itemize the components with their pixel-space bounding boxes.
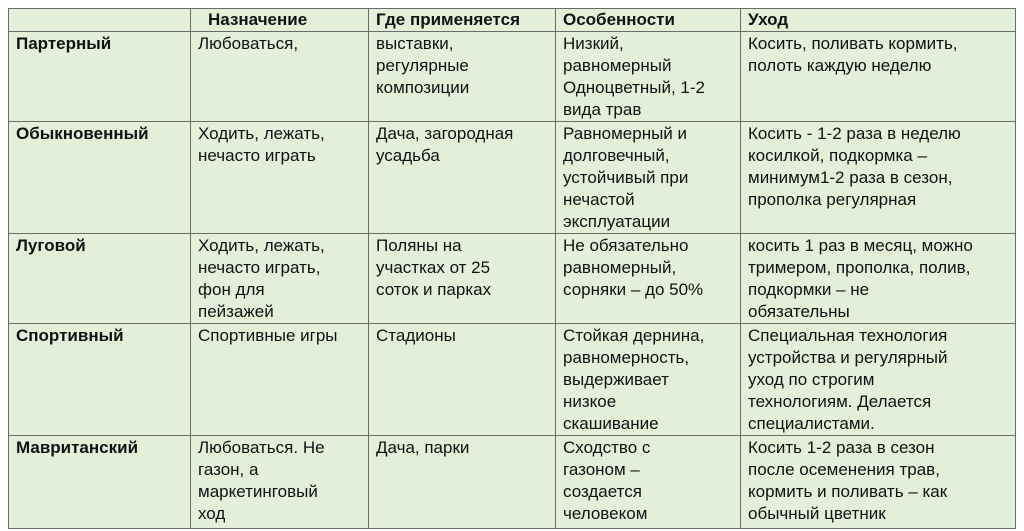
header-cell-purpose: Назначение (191, 9, 369, 32)
cell-type: Партерный (9, 32, 191, 122)
cell-where: Дача, парки (369, 436, 556, 529)
lawn-types-table (8, 8, 1016, 529)
header-cell-features: Особенности (556, 9, 741, 32)
cell-where: выставки, регулярные композиции (369, 32, 556, 122)
cell-care: Косить, поливать кормить, полоть каждую неделю (741, 32, 1016, 122)
cell-type: Спортивный (9, 324, 191, 436)
table-row (9, 234, 1016, 324)
table-row (9, 122, 1016, 234)
cell-care: косить 1 раз в месяц, можно тримером, прополка, полив, подкормки – не обязательны (741, 234, 1016, 324)
cell-purpose: Любоваться, (191, 32, 369, 122)
cell-purpose: Спортивные игры (191, 324, 369, 436)
cell-where: Дача, загородная усадьба (369, 122, 556, 234)
cell-where: Поляны на участках от 25 соток и парках (369, 234, 556, 324)
cell-where: Стадионы (369, 324, 556, 436)
table-row (9, 32, 1016, 122)
cell-features: Низкий, равномерный Одноцветный, 1-2 вида трав (556, 32, 741, 122)
cell-features: Равномерный и долговечный, устойчивый при нечастой эксплуатации (556, 122, 741, 234)
cell-purpose: Ходить, лежать, нечасто играть, фон для пейзажей (191, 234, 369, 324)
cell-type: Обыкновенный (9, 122, 191, 234)
cell-purpose: Ходить, лежать, нечасто играть (191, 122, 369, 234)
cell-type: Луговой (9, 234, 191, 324)
cell-type: Мавританский (9, 436, 191, 529)
cell-features: Стойкая дернина, равномерность, выдерживает низкое скашивание (556, 324, 741, 436)
cell-care: Косить 1-2 раза в сезон после осеменения трав, кормить и поливать – как обычный цветник (741, 436, 1016, 529)
header-cell-type (9, 9, 191, 32)
table-header-row (9, 9, 1016, 32)
cell-care: Косить - 1-2 раза в неделю косилкой, подкормка – минимум1-2 раза в сезон, прополка регулярная (741, 122, 1016, 234)
cell-purpose: Любоваться. Не газон, а маркетинговый ход (191, 436, 369, 529)
header-cell-where: Где применяется (369, 9, 556, 32)
cell-features: Не обязательно равномерный, сорняки – до 50% (556, 234, 741, 324)
cell-care: Специальная технология устройства и регулярный уход по строгим технологиям. Делается специалистами. (741, 324, 1016, 436)
table-row (9, 436, 1016, 529)
cell-features: Сходство с газоном – создается человеком (556, 436, 741, 529)
table-row (9, 324, 1016, 436)
header-cell-care: Уход (741, 9, 1016, 32)
